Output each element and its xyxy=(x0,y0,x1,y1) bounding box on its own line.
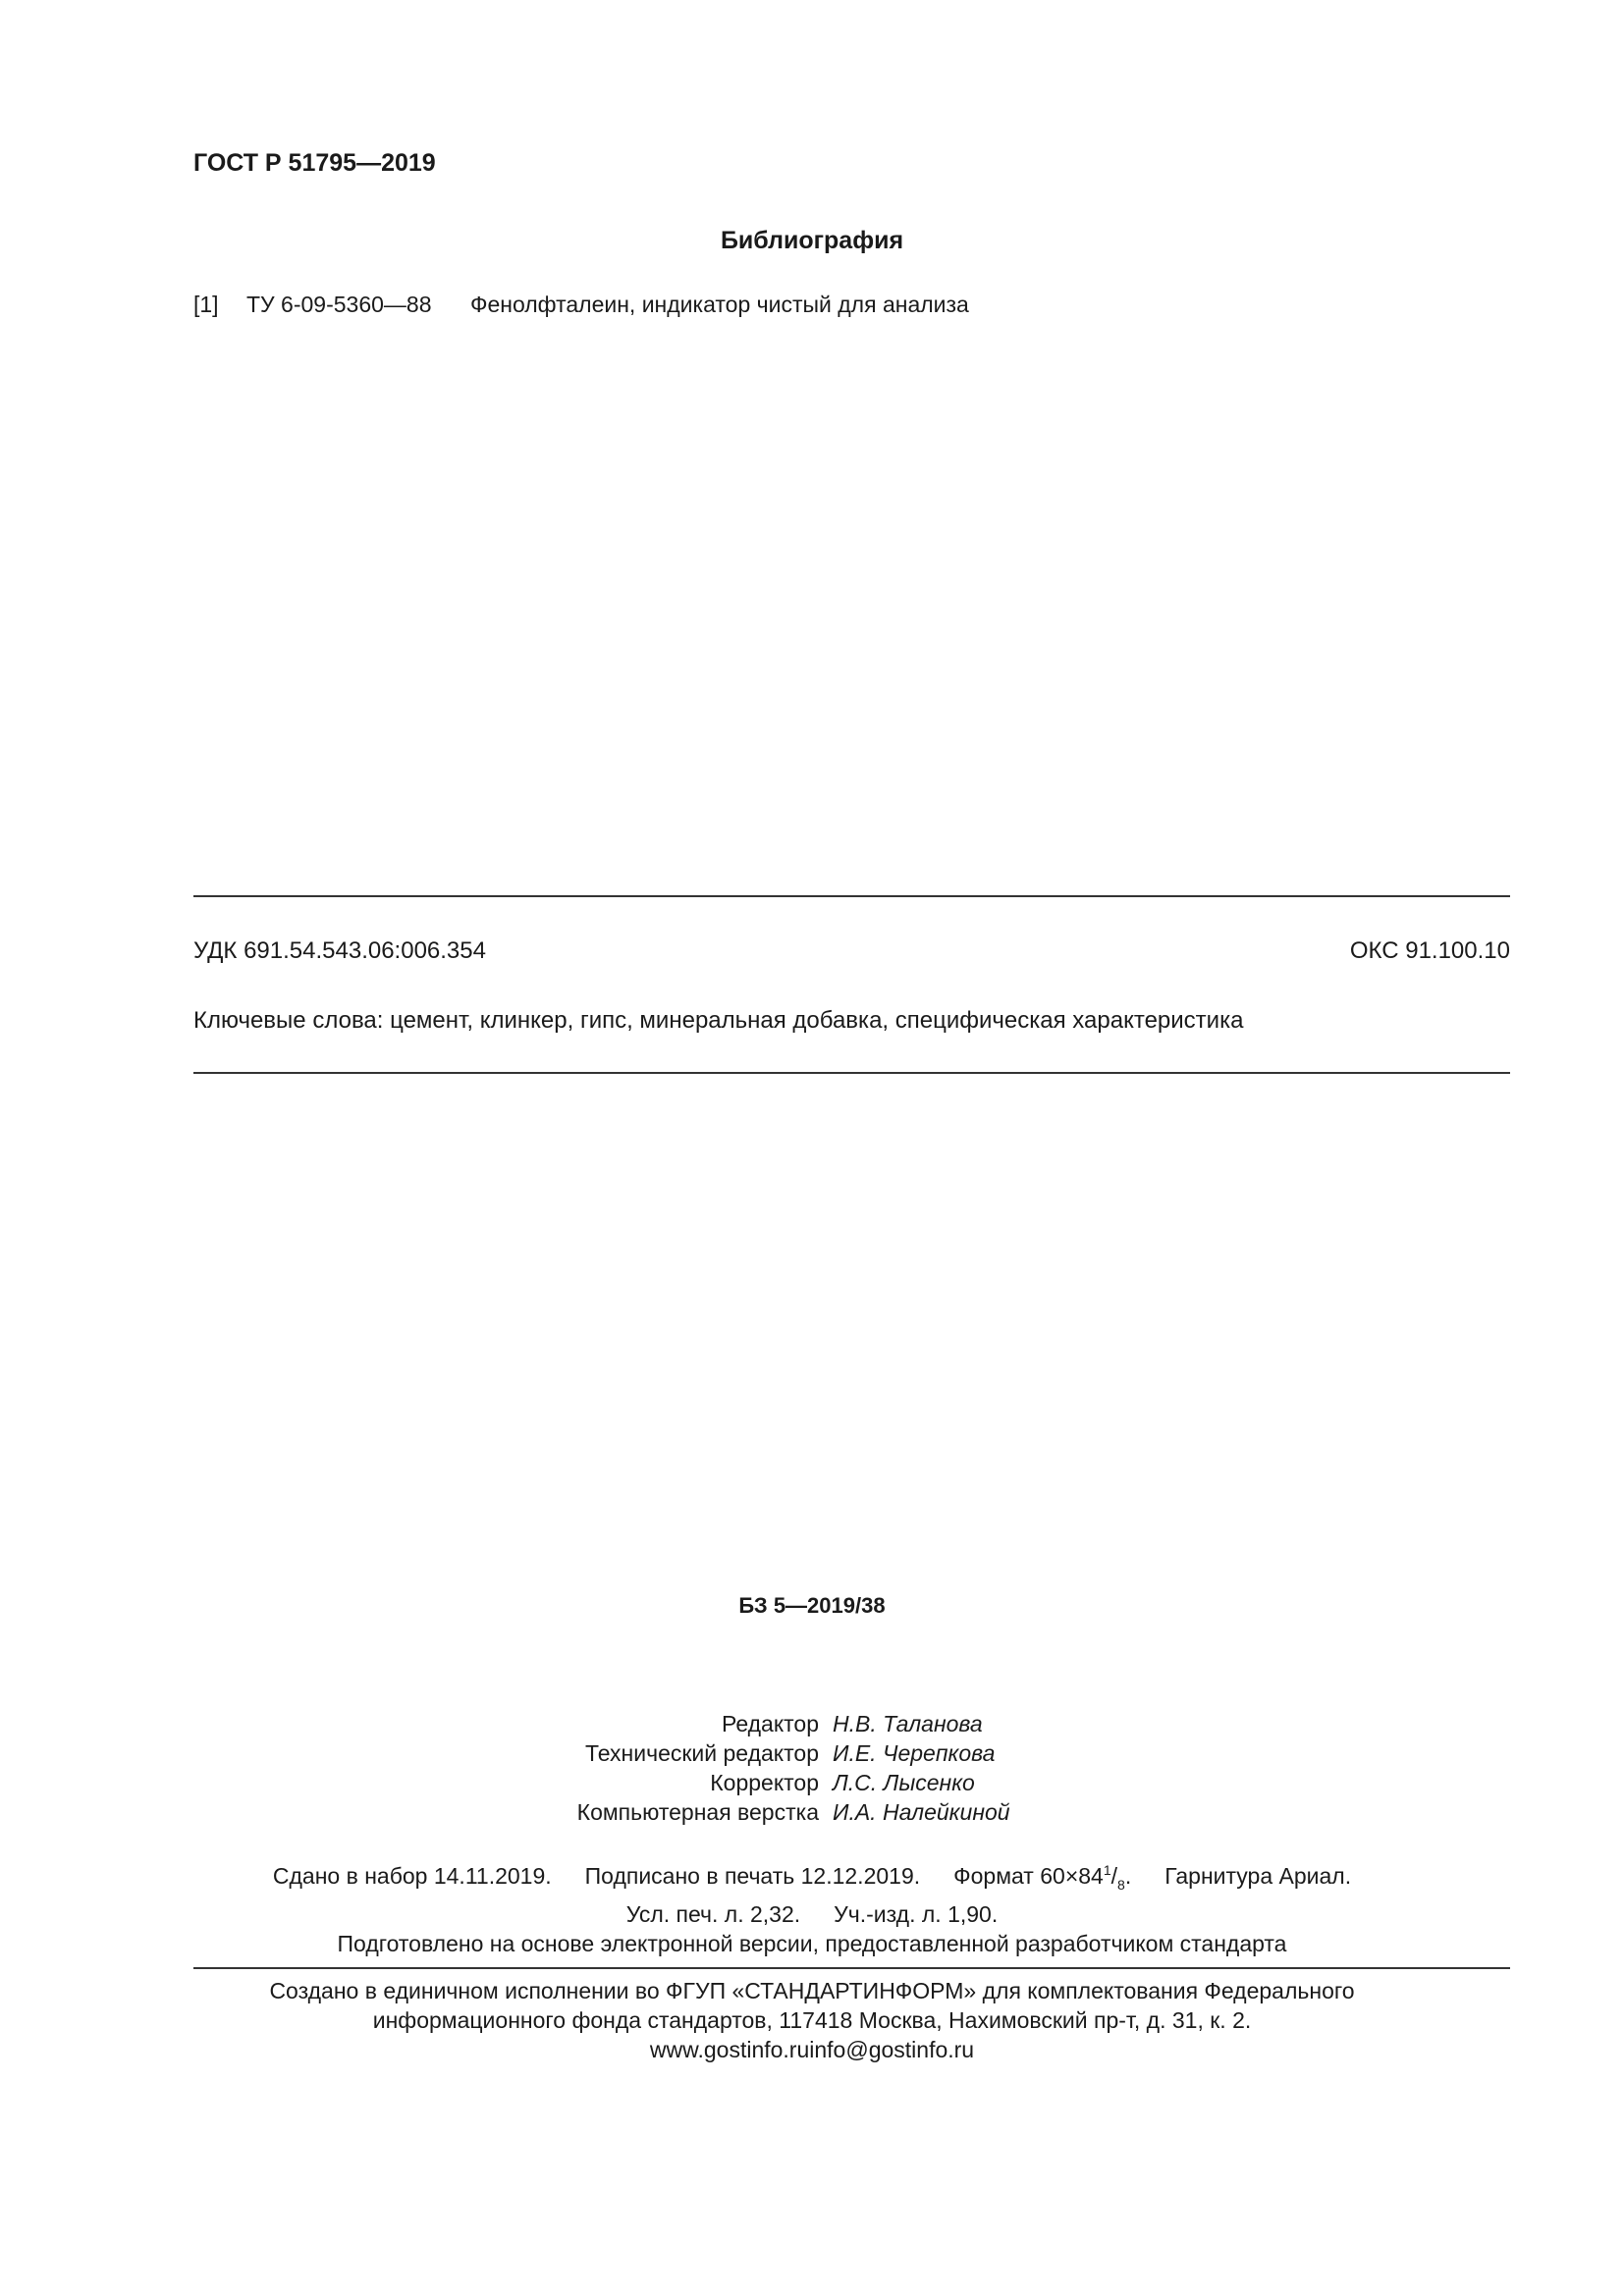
print-info xyxy=(0,1855,1624,1958)
credit-role: Корректор xyxy=(710,1770,819,1795)
print-dates-row xyxy=(0,1855,1624,1899)
publisher-line: Создано в единичном исполнении во ФГУП «СТАНДАРТИНФОРМ» для комплектования Федерального xyxy=(269,1978,1355,2003)
credit-editor xyxy=(0,1709,1624,1738)
bibliography-title: Библиография xyxy=(720,227,904,254)
credit-person: И.Е. Черепкова xyxy=(833,1740,996,1766)
bz-number: БЗ 5—2019/38 xyxy=(738,1593,886,1618)
credit-role: Компьютерная верстка xyxy=(576,1799,819,1825)
keywords: Ключевые слова: цемент, клинкер, гипс, минеральная добавка, специфическая характеристика xyxy=(193,1007,1244,1034)
print-sheets-row xyxy=(0,1899,1624,1929)
top-divider xyxy=(193,895,1510,897)
credit-layout xyxy=(0,1797,1624,1827)
paper-format: Формат $60\times 84^1/_8$. xyxy=(953,1862,1132,1893)
typeface: Гарнитура Ариал. xyxy=(1164,1863,1352,1889)
oks-code: ОКС 91.100.10 xyxy=(1349,937,1510,964)
website-link[interactable]: www.gostinfo.ru xyxy=(649,2037,810,2062)
signed-date: Подписано в печать 12.12.2019. xyxy=(584,1863,921,1889)
udk-code: УДК 691.54.543.06:006.354 xyxy=(193,937,486,964)
credit-person: И.А. Налейкиной xyxy=(833,1799,1010,1825)
credit-person: Л.С. Лысенко xyxy=(833,1770,975,1795)
credit-tech-editor xyxy=(0,1738,1624,1768)
prepared-note: Подготовлено на основе электронной версии, предоставленной разработчиком стандарта xyxy=(337,1931,1287,1956)
email-link[interactable]: info@gostinfo.ru xyxy=(809,2037,975,2062)
credit-role: Технический редактор xyxy=(585,1740,819,1766)
standard-header: ГОСТ Р 51795—2019 xyxy=(193,149,436,177)
credit-proofreader xyxy=(0,1768,1624,1797)
entry-title: Фенолфталеин, индикатор чистый для анализа xyxy=(470,292,969,317)
bibliography-entry xyxy=(193,292,969,318)
bottom-divider xyxy=(193,1072,1510,1074)
print-sheets: Усл. печ. л. 2,32. xyxy=(625,1901,801,1927)
publisher-line: информационного фонда стандартов, 117418 Москва, Нахимовский пр-т, д. 31, к. 2. xyxy=(372,2007,1252,2033)
publisher-block xyxy=(0,1976,1624,2064)
pub-sheets: Уч.-изд. л. 1,90. xyxy=(834,1901,999,1927)
publisher-contacts xyxy=(0,2035,1624,2064)
entry-number: [1] xyxy=(193,292,219,317)
submitted-date: Сдано в набор 14.11.2019. xyxy=(272,1863,552,1889)
publisher-divider xyxy=(193,1967,1510,1969)
credits-block xyxy=(0,1709,1624,1827)
credit-person: Н.В. Таланова xyxy=(833,1711,983,1736)
credit-role: Редактор xyxy=(721,1711,819,1736)
entry-document: ТУ 6-09-5360—88 xyxy=(246,292,432,317)
